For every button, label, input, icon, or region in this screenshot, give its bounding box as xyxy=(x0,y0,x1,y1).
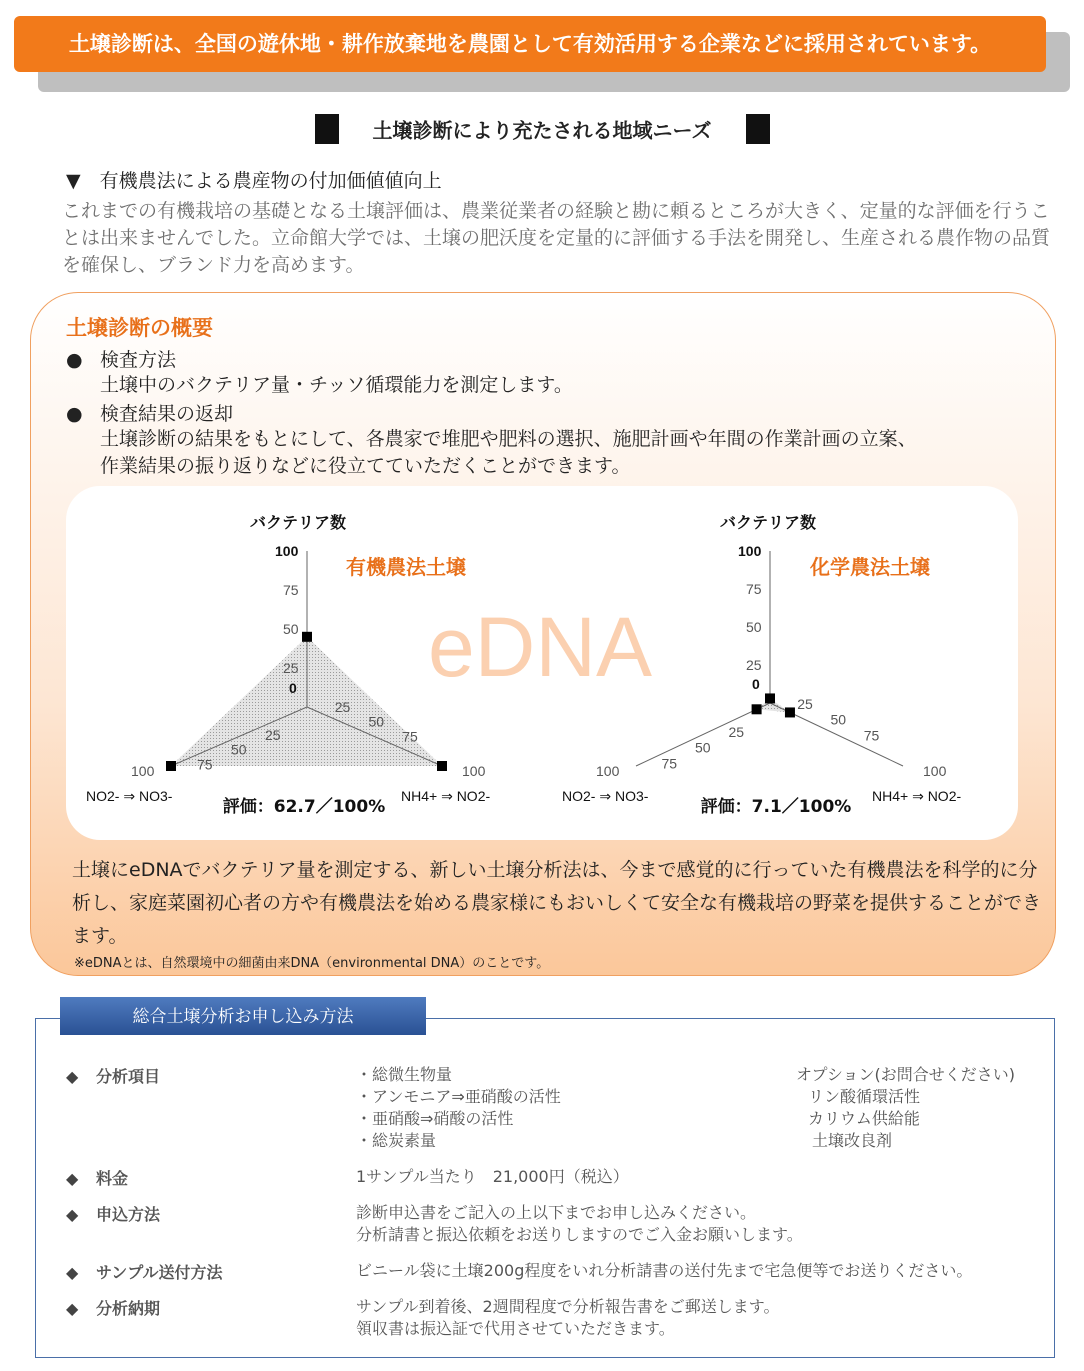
analysis-item: ・総炭素量 xyxy=(356,1131,437,1150)
label-apply-method: ◆ 申込方法 xyxy=(66,1205,161,1224)
label-delivery: ◆ 分析納期 xyxy=(66,1299,161,1318)
analysis-item: ・アンモニア⇒亜硝酸の活性 xyxy=(356,1087,561,1106)
chart-title: 化学農法土壌 xyxy=(810,555,930,579)
application-title: 総合土壌分析お申し込み方法 xyxy=(60,997,426,1035)
axis-label-bacteria: バクテリア数 xyxy=(249,513,347,532)
result-label: 検査結果の返却 xyxy=(100,403,234,425)
tick-label: 25 xyxy=(728,723,745,740)
overview-summary: 土壌にeDNAでバクテリア量を測定する、新しい土壌分析法は、今まで感覚的に行っていた有機農法を科学的に分析し、家庭菜園初心者の方や有機農法を始める農家様にもおいしくて安全な有機栽培の野菜を提供することができます。 xyxy=(72,859,1042,947)
tick-label: 75 xyxy=(746,581,762,597)
axis-label-nh4-no2: NH4+ ⇒ NO2- xyxy=(872,788,962,804)
tick-label: 25 xyxy=(283,660,299,676)
analysis-item: ・亜硝酸⇒硝酸の活性 xyxy=(356,1109,514,1128)
tick-label: 100 xyxy=(275,543,299,559)
chart-box xyxy=(66,486,1018,840)
tick-label: 50 xyxy=(368,713,385,730)
needs-heading: ▼ 有機農法による農産物の付加価値値向上 xyxy=(66,170,442,192)
tick-label: 100 xyxy=(131,763,155,779)
tick-label: 25 xyxy=(334,698,351,715)
axis-label-no2-no3: NO2- ⇒ NO3- xyxy=(562,788,649,804)
fee-value: 1サンプル当たり 21,000円（税込） xyxy=(356,1167,629,1186)
delivery-line-2: 領収書は振込証で代用させていただきます。 xyxy=(356,1319,675,1338)
watermark-edna: eDNA xyxy=(427,600,653,694)
tick-label: 75 xyxy=(283,582,299,598)
delivery-line-1: サンプル到着後、2週間程度で分析報告書をご郵送します。 xyxy=(356,1297,780,1316)
diamond-icon: ◆ xyxy=(66,1067,79,1086)
radar-charts xyxy=(66,486,1018,840)
label-fee: ◆ 料金 xyxy=(66,1169,129,1188)
tick-label: 100 xyxy=(596,763,620,779)
tick-label: 25 xyxy=(265,726,281,743)
option-item: カリウム供給能 xyxy=(808,1109,920,1128)
title-block-right xyxy=(746,114,770,144)
tick-label: 50 xyxy=(283,621,299,637)
data-point xyxy=(785,707,795,717)
axis-label-no2-no3: NO2- ⇒ NO3- xyxy=(86,788,173,804)
overview-title: 土壌診断の概要 xyxy=(66,316,213,340)
tick-label: 100 xyxy=(923,763,947,779)
bullet-dot: ● xyxy=(66,349,83,371)
title-block-left xyxy=(315,114,339,144)
tick-label: 75 xyxy=(661,755,678,772)
sample-shipping-value: ビニール袋に土壌200g程度をいれ分析請書の送付先まで宅急便等でお送りください。 xyxy=(356,1261,973,1280)
top-banner: 土壌診断は、全国の遊休地・耕作放棄地を農園として有効活用する企業などに採用されています。 xyxy=(14,16,1046,72)
axis-line xyxy=(636,703,770,766)
method-text: 土壌中のバクテリア量・チッソ循環能力を測定します。 xyxy=(100,374,573,396)
tick-label: 50 xyxy=(231,741,247,758)
tick-label: 100 xyxy=(462,763,486,779)
tick-label: 25 xyxy=(797,695,813,712)
axis-label-nh4-no2: NH4+ ⇒ NO2- xyxy=(401,788,491,804)
label-sample-shipping: ◆ サンプル送付方法 xyxy=(66,1263,223,1282)
data-point xyxy=(302,632,312,642)
chart-score: 評価：62.7／100% xyxy=(222,797,386,817)
section-title xyxy=(0,114,1084,144)
result-text-line-1: 土壌診断の結果をもとにして、各農家で堆肥や肥料の選択、施肥計画や年間の作業計画の立案、 xyxy=(100,428,917,450)
apply-method-line-1: 診断申込書をご記入の上以下までお申し込みください。 xyxy=(356,1203,757,1222)
data-point xyxy=(765,693,775,703)
result-text-line-2: 作業結果の振り返りなどに役立てていただくことができます。 xyxy=(100,455,631,477)
diamond-icon: ◆ xyxy=(66,1205,79,1224)
tick-label: 50 xyxy=(695,739,711,756)
tick-label: 0 xyxy=(752,676,760,692)
data-point xyxy=(166,761,176,771)
tick-label: 25 xyxy=(746,657,762,673)
apply-method-line-2: 分析請書と振込依頼をお送りしますのでご入金お願いします。 xyxy=(356,1225,803,1244)
edna-footnote: ※eDNAとは、自然環境中の細菌由来DNA（environmental DNA）のことです。 xyxy=(74,956,550,971)
data-point xyxy=(437,761,447,771)
option-item: リン酸循環活性 xyxy=(808,1087,921,1106)
tick-label: 50 xyxy=(746,619,762,635)
axis-label-bacteria: バクテリア数 xyxy=(719,513,817,532)
diamond-icon: ◆ xyxy=(66,1169,79,1188)
option-item: 土壌改良剤 xyxy=(812,1131,893,1150)
tick-label: 75 xyxy=(402,728,418,745)
data-point xyxy=(752,704,762,714)
bullet-dot: ● xyxy=(66,403,83,425)
bullet-method xyxy=(66,348,176,373)
diamond-icon: ◆ xyxy=(66,1263,79,1282)
analysis-item: ・総微生物量 xyxy=(356,1065,453,1084)
section-title-text: 土壌診断により充たされる地域ニーズ xyxy=(372,118,712,143)
tick-label: 50 xyxy=(830,711,847,728)
tick-label: 75 xyxy=(197,756,213,773)
option-title: オプション(お問合せください) xyxy=(796,1065,1016,1084)
tick-label: 0 xyxy=(289,680,297,696)
tick-label: 75 xyxy=(863,727,880,744)
needs-body: これまでの有機栽培の基礎となる土壌評価は、農業従業者の経験と勘に頼るところが大きく、定量的な評価を行うことは出来ませんでした。立命館大学では、土壌の肥沃度を定量的に評価する手法を開発し、生産される農作物の品質を確保し、ブランド力を高めます。 xyxy=(62,200,1051,276)
tick-label: 100 xyxy=(738,543,762,559)
diamond-icon: ◆ xyxy=(66,1299,79,1318)
chart-score: 評価：7.1／100% xyxy=(700,797,852,817)
label-analysis-items: ◆ 分析項目 xyxy=(66,1067,161,1086)
bullet-result xyxy=(66,402,233,427)
method-label: 検査方法 xyxy=(100,349,177,371)
chart-title: 有機農法土壌 xyxy=(346,555,466,579)
